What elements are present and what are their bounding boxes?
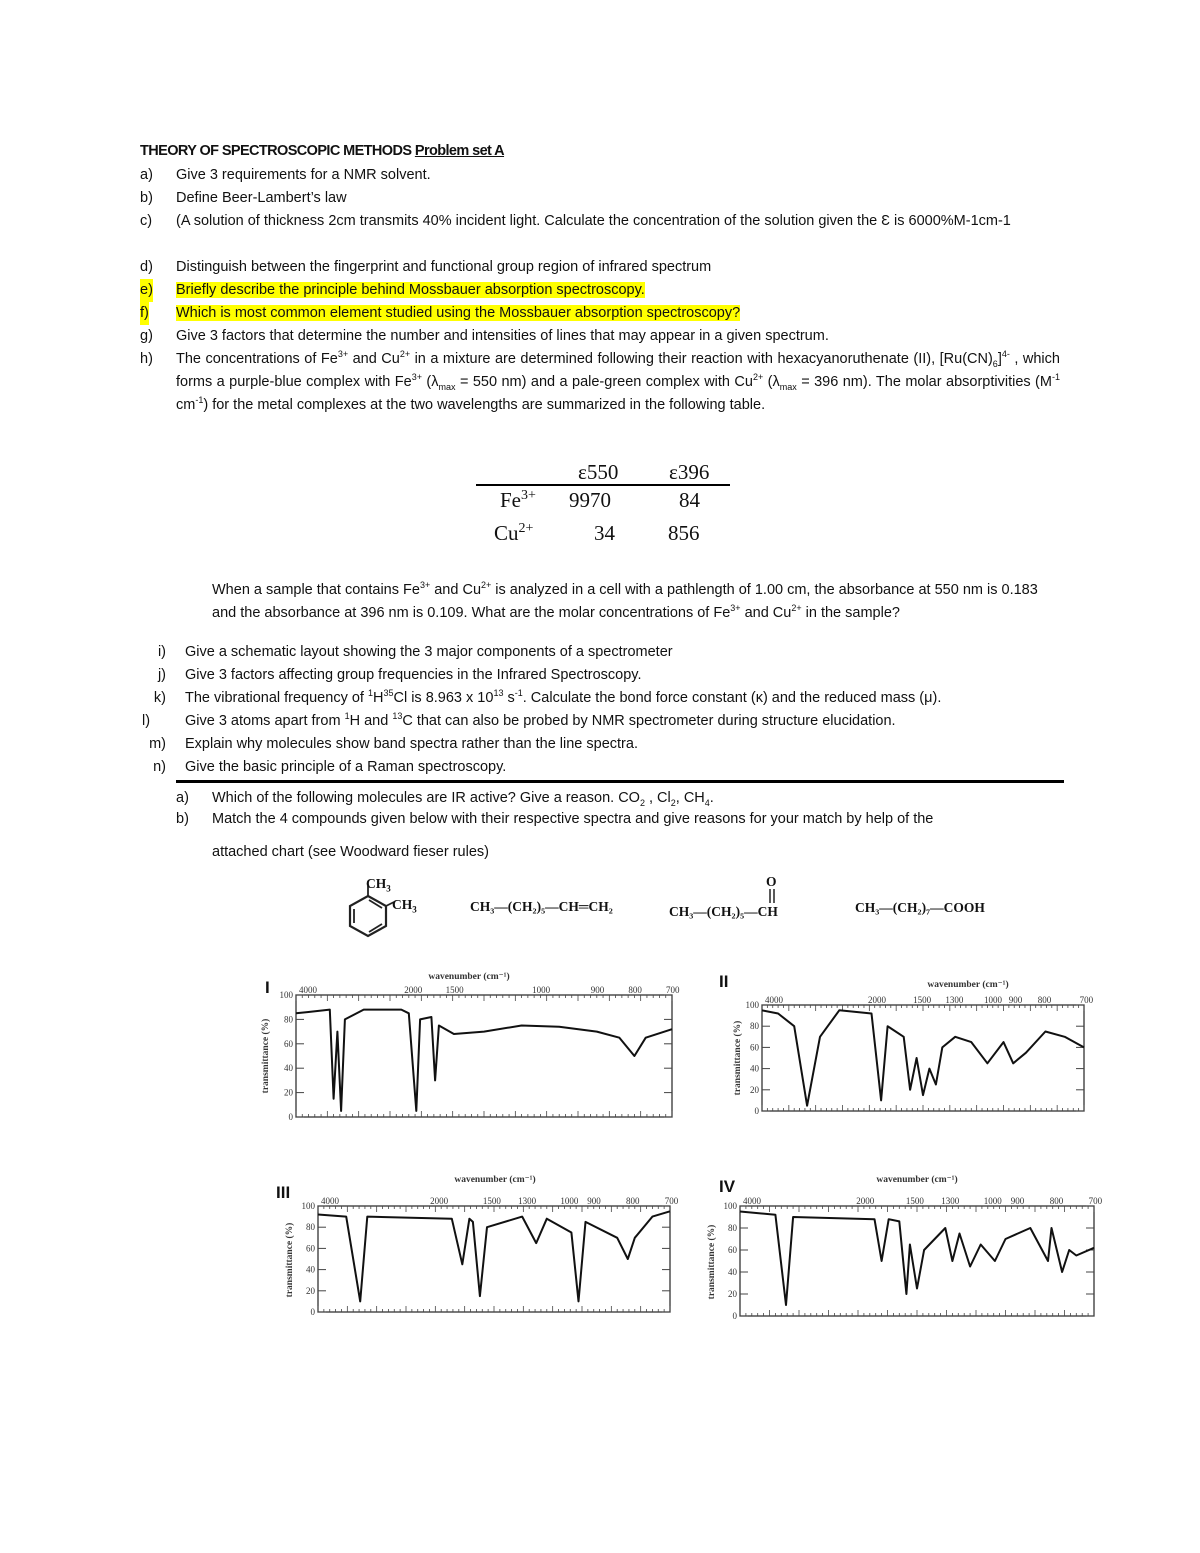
question-text: The concentrations of $Fe^{3+}$ and $Cu^{2+}$ in a mixture are determined following their reaction with hexacyanoruthenate (II), $[Ru(CN)_6]^{4-}$ , which forms a purple-blue complex with $Fe^{3+}$ ($\lambda_{max} = 550$ nm) and a pale-green complex with $Cu^{2+}$ ($\lambda_{max} = 396$ nm). The molar absorptivities ($M^{-1}$ $cm^{-1}$) for the metal complexes at the two wavelengths are summarized in the following table. bbox=[176, 349, 1060, 413]
y-tick-label: 100 bbox=[745, 1000, 759, 1010]
y-tick-label: 40 bbox=[728, 1267, 737, 1277]
x-tick-label: 4000 bbox=[299, 985, 317, 995]
question-c bbox=[140, 210, 1060, 233]
x-tick-label: 1000 bbox=[983, 1196, 1002, 1206]
x-tick-label: 2000 bbox=[404, 985, 423, 995]
question-text: Give 3 atoms apart from $^1$H and $^{13}$C that can also be probed by NMR spectrometer during structure elucidation. bbox=[185, 711, 896, 729]
question-label: c) bbox=[140, 213, 153, 229]
section-divider bbox=[176, 780, 1064, 783]
question-text-highlighted: Briefly describe the principle behind Mossbauer absorption spectroscopy. bbox=[176, 282, 645, 298]
x-tick-label: 900 bbox=[587, 1196, 601, 1206]
table-row-ion: $Cu^{2+}$ bbox=[494, 521, 534, 545]
x-tick-label: 900 bbox=[590, 985, 605, 995]
x-tick-label: 1300 bbox=[941, 1196, 960, 1206]
question-text-highlighted: Which is most common element studied using the Mossbauer absorption spectroscopy? bbox=[176, 305, 741, 321]
table-header-eps396: ε396 bbox=[669, 460, 710, 484]
x-tick-label: 800 bbox=[625, 1196, 640, 1206]
question-label: g) bbox=[140, 328, 153, 344]
x-tick-label: 4000 bbox=[321, 1196, 339, 1206]
x-axis-title: wavenumber (cm⁻¹) bbox=[927, 980, 1009, 990]
x-tick-label: 700 bbox=[1079, 995, 1094, 1005]
question-label: h) bbox=[140, 351, 153, 367]
y-tick-label: 20 bbox=[750, 1084, 759, 1095]
y-tick-label: 80 bbox=[284, 1014, 293, 1025]
title-problem-set: Problem set A bbox=[414, 143, 505, 159]
question-label: d) bbox=[140, 259, 153, 275]
y-tick-label: 40 bbox=[284, 1063, 293, 1074]
question-label: b) bbox=[176, 811, 189, 827]
y-tick-label: 100 bbox=[301, 1201, 315, 1211]
question-text: Match the 4 compounds given below with their respective spectra and give reasons for your match by help of the bbox=[212, 811, 934, 827]
y-tick-label: 0 bbox=[288, 1112, 293, 1122]
y-tick-label: 20 bbox=[728, 1289, 737, 1299]
spectrum-trace bbox=[296, 1010, 672, 1111]
part2-question-b bbox=[176, 808, 1056, 864]
x-axis-title: wavenumber (cm⁻¹) bbox=[428, 972, 510, 982]
question-text: Give a schematic layout showing the 3 major components of a spectrometer bbox=[185, 644, 673, 660]
spectrum-label-I: I bbox=[265, 978, 270, 997]
x-tick-label: 1500 bbox=[482, 1196, 501, 1206]
question-text: Give 3 factors affecting group frequencies in the Infrared Spectroscopy. bbox=[185, 667, 642, 683]
x-tick-label: 1500 bbox=[445, 985, 464, 995]
table-cell: 856 bbox=[668, 521, 700, 545]
y-axis-title: transmittance (%) bbox=[261, 1018, 271, 1094]
question-n bbox=[134, 756, 1074, 779]
structure-ch3-a: $CH_3$ bbox=[366, 876, 391, 894]
question-text: (A solution of thickness 2cm transmits 40% incident light. Calculate the concentration of the solution given the Ɛ is 6000%M-1cm-1 bbox=[176, 213, 1011, 229]
question-label: a) bbox=[140, 167, 153, 183]
structure-octene: CH₃—(CH₂)₅—CH═CH₂ bbox=[470, 899, 613, 914]
question-text: Which of the following molecules are IR active? Give a reason. $CO_2$ , $Cl_2$, $CH_4$. bbox=[212, 790, 714, 808]
x-tick-label: 800 bbox=[1049, 1196, 1064, 1206]
question-k bbox=[134, 687, 1074, 710]
structure-oxygen: O bbox=[766, 874, 777, 889]
ir-spectrum-I bbox=[254, 965, 680, 1127]
ir-spectrum-III bbox=[280, 1170, 679, 1320]
y-tick-label: 80 bbox=[306, 1222, 315, 1233]
question-label: j) bbox=[157, 667, 166, 683]
ir-spectrum-II bbox=[728, 975, 1094, 1117]
sample-paragraph: When a sample that contains $Fe^{3+}$ and $Cu^{2+}$ is analyzed in a cell with a pathlength of 1.00 cm, the absorbance at 550 nm is 0.183 and the absorbance at 396 nm is 0.109. What are the molar concentrations of $Fe^{3+}$ and $Cu^{2+}$ in the sample? bbox=[212, 580, 1038, 621]
y-tick-label: 100 bbox=[279, 990, 293, 1000]
x-tick-label: 1000 bbox=[532, 985, 551, 995]
x-axis-title: wavenumber (cm⁻¹) bbox=[876, 1175, 958, 1185]
x-tick-label: 1500 bbox=[913, 995, 932, 1005]
y-tick-label: 0 bbox=[310, 1307, 315, 1317]
x-tick-label: 700 bbox=[665, 985, 680, 995]
table-rule bbox=[476, 484, 730, 486]
structure-aldehyde: CH₃—(CH₂)₅—CH bbox=[669, 904, 778, 919]
question-label: l) bbox=[142, 713, 151, 729]
y-tick-label: 100 bbox=[723, 1201, 737, 1211]
question-text: The vibrational frequency of $^1H^{35}Cl$ is 8.963 x $10^{13}$ $s^{-1}$. Calculate the bond force constant (κ) and the reduced mass (μ). bbox=[185, 688, 942, 706]
question-f bbox=[140, 302, 1060, 325]
x-tick-label: 2000 bbox=[430, 1196, 449, 1206]
table-cell: 84 bbox=[679, 488, 700, 512]
spectrum-trace bbox=[740, 1212, 1094, 1306]
y-tick-label: 60 bbox=[306, 1243, 315, 1254]
question-label: i) bbox=[157, 644, 166, 660]
x-tick-label: 800 bbox=[1037, 995, 1052, 1005]
spectrum-trace bbox=[318, 1211, 670, 1301]
question-l bbox=[134, 710, 1074, 733]
ir-spectrum-IV bbox=[702, 1170, 1103, 1322]
y-tick-label: 0 bbox=[754, 1106, 759, 1116]
y-tick-label: 40 bbox=[750, 1063, 759, 1074]
absorptivity-table bbox=[476, 460, 732, 550]
table-row-ion: $Fe^{3+}$ bbox=[500, 488, 536, 512]
table-cell: 34 bbox=[594, 521, 615, 545]
question-label: f) bbox=[140, 302, 149, 325]
question-i bbox=[134, 641, 1074, 664]
benzene-ring bbox=[350, 896, 386, 936]
plot-frame bbox=[318, 1206, 670, 1312]
structure-ch3-b: $CH_3$ bbox=[392, 897, 417, 915]
question-text: Give 3 factors that determine the number and intensities of lines that may appear in a given spectrum. bbox=[176, 328, 829, 344]
question-label: e) bbox=[140, 279, 153, 302]
y-tick-label: 80 bbox=[728, 1223, 737, 1233]
title-main: THEORY OF SPECTROSCOPIC METHODS bbox=[140, 143, 412, 159]
part2-question-a bbox=[176, 787, 1056, 810]
question-e bbox=[140, 279, 1060, 302]
spectrum-label-III: III bbox=[276, 1183, 291, 1202]
spectrum-label-II: II bbox=[719, 972, 729, 991]
y-axis-title: transmittance (%) bbox=[707, 1224, 717, 1300]
question-label: n) bbox=[153, 759, 166, 775]
question-label: a) bbox=[176, 790, 189, 806]
y-tick-label: 20 bbox=[306, 1285, 315, 1296]
question-text: Distinguish between the fingerprint and functional group region of infrared spectrum bbox=[176, 259, 712, 275]
x-tick-label: 4000 bbox=[743, 1196, 761, 1206]
structure-acid: CH₃—(CH₂)₇—COOH bbox=[855, 900, 985, 915]
question-b bbox=[140, 187, 1060, 210]
x-tick-label: 700 bbox=[664, 1196, 679, 1206]
y-tick-label: 60 bbox=[750, 1042, 759, 1053]
table-cell: 9970 bbox=[569, 488, 611, 512]
x-tick-label: 800 bbox=[628, 985, 642, 995]
question-label: m) bbox=[149, 736, 166, 752]
x-tick-label: 1000 bbox=[983, 995, 1002, 1005]
spectrum-trace bbox=[762, 1010, 1084, 1105]
x-tick-label: 1500 bbox=[905, 1196, 924, 1206]
spectrum-label-IV: IV bbox=[719, 1177, 736, 1196]
x-tick-label: 4000 bbox=[765, 995, 783, 1005]
question-text: Define Beer-Lambert’s law bbox=[176, 190, 347, 206]
question-label: k) bbox=[153, 690, 166, 706]
question-label: b) bbox=[140, 190, 153, 206]
question-text-cont: attached chart (see Woodward fieser rules) bbox=[212, 844, 489, 860]
question-h bbox=[140, 348, 1060, 417]
question-a bbox=[140, 164, 1060, 187]
y-tick-label: 60 bbox=[284, 1038, 293, 1049]
y-axis-title: transmittance (%) bbox=[285, 1222, 295, 1298]
x-tick-label: 2000 bbox=[856, 1196, 875, 1206]
y-tick-label: 20 bbox=[284, 1087, 293, 1098]
y-tick-label: 80 bbox=[750, 1021, 759, 1032]
question-text: Explain why molecules show band spectra rather than the line spectra. bbox=[185, 736, 638, 752]
question-j bbox=[134, 664, 1074, 687]
x-tick-label: 1300 bbox=[518, 1196, 537, 1206]
carbonyl-double-bond bbox=[767, 888, 777, 904]
x-tick-label: 2000 bbox=[868, 995, 887, 1005]
page-title bbox=[140, 143, 504, 159]
y-tick-label: 0 bbox=[732, 1311, 737, 1321]
y-tick-label: 40 bbox=[306, 1264, 315, 1275]
x-tick-label: 900 bbox=[1010, 1196, 1025, 1206]
table-header-eps550: ε550 bbox=[578, 460, 619, 484]
x-tick-label: 900 bbox=[1008, 995, 1023, 1005]
question-text: Give the basic principle of a Raman spectroscopy. bbox=[185, 759, 507, 775]
x-tick-label: 1000 bbox=[560, 1196, 579, 1206]
question-text: Give 3 requirements for a NMR solvent. bbox=[176, 167, 431, 183]
y-axis-title: transmittance (%) bbox=[733, 1020, 743, 1096]
x-tick-label: 700 bbox=[1088, 1196, 1103, 1206]
y-tick-label: 60 bbox=[728, 1245, 737, 1255]
question-g bbox=[140, 325, 1060, 348]
question-m bbox=[134, 733, 1074, 756]
question-d bbox=[140, 256, 1060, 279]
x-tick-label: 1300 bbox=[945, 995, 964, 1005]
plot-frame bbox=[296, 995, 672, 1117]
x-axis-title: wavenumber (cm⁻¹) bbox=[454, 1175, 536, 1185]
